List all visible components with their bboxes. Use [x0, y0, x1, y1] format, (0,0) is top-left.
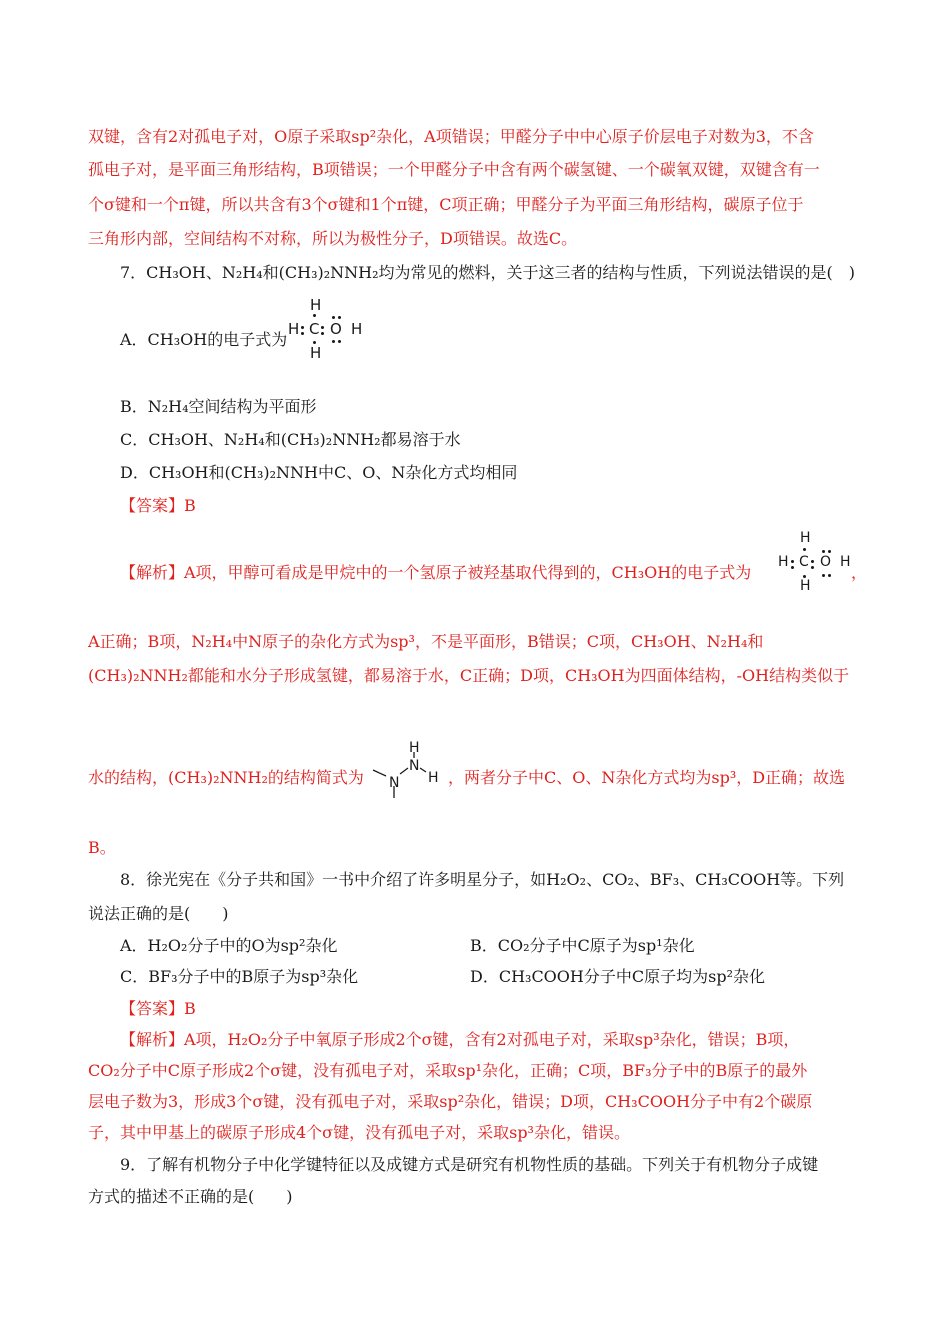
lewis2-c: C: [799, 554, 809, 570]
skeletal-n-left: N: [389, 775, 400, 791]
methanol-lewis-structure: [288, 296, 368, 362]
q7-analysis-line-1: 【解析】A项，甲醇可看成是甲烷中的一个氢原子被羟基取代得到的，CH₃OH的电子式为: [120, 563, 752, 582]
q9-stem-line-2: 方式的描述不正确的是( ): [88, 1187, 293, 1206]
q7-option-d: D．CH₃OH和(CH₃)₂NNH中C、O、N杂化方式均相同: [120, 463, 518, 482]
q7-analysis-line-5: B。: [88, 838, 116, 857]
q7-option-c: C．CH₃OH、N₂H₄和(CH₃)₂NNH₂都易溶于水: [120, 430, 461, 449]
explanation-line-1: 双键，含有2对孤电子对，O原子采取sp²杂化，A项错误；甲醛分子中中心原子价层电子对数为3，不含: [88, 127, 814, 146]
lewis2-h-right: H: [840, 554, 851, 570]
explanation-line-4: 三角形内部，空间结构不对称，所以为极性分子，D项错误。故选C。: [88, 229, 578, 248]
lewis-o: O: [330, 320, 342, 338]
lewis2-h-left: H: [778, 554, 789, 570]
q7-option-b: B．N₂H₄空间结构为平面形: [120, 397, 317, 416]
q8-stem-line-1: 8．徐光宪在《分子共和国》一书中介绍了许多明星分子，如H₂O₂、CO₂、BF₃、CH₃COOH等。下列: [120, 870, 845, 889]
q9-stem-line-1: 9．了解有机物分子中化学键特征以及成键方式是研究有机物性质的基础。下列关于有机物分子成键: [120, 1155, 819, 1174]
q8-analysis-line-2: CO₂分子中C原子形成2个σ键，没有孤电子对，采取sp¹杂化，正确；C项，BF₃分子中的B原子的最外: [88, 1061, 808, 1080]
q7-stem: 7．CH₃OH、N₂H₄和(CH₃)₂NNH₂均为常见的燃料，关于这三者的结构与性质，下列说法错误的是( ): [120, 263, 856, 282]
lewis2-o: O: [820, 554, 832, 570]
q7-analysis-line-4b: ，两者分子中C、O、N杂化方式均为sp³，D正确；故选: [448, 768, 846, 787]
lewis-h-bottom: H: [310, 344, 322, 362]
q7-analysis-line-4a: 水的结构，(CH₃)₂NNH₂的结构简式为: [88, 768, 364, 787]
skeletal-n-right: N: [409, 758, 420, 774]
q7-analysis-comma: ，: [851, 563, 868, 582]
explanation-line-2: 孤电子对，是平面三角形结构，B项错误；一个甲醛分子中含有两个碳氢键、一个碳氧双键，双键含有一: [88, 160, 820, 179]
q7-analysis-line-2: A正确；B项，N₂H₄中N原子的杂化方式为sp³，不是平面形，B错误；C项，CH₃OH、N₂H₄和: [88, 632, 764, 651]
lewis-h-left: H: [288, 320, 300, 338]
q7-analysis-line-3: (CH₃)₂NNH₂都能和水分子形成氢键，都易溶于水，C正确；D项，CH₃OH为四面体结构，-OH结构类似于: [88, 666, 850, 685]
methanol-lewis-structure-2: [778, 530, 858, 596]
q8-option-c: C．BF₃分子中的B原子为sp³杂化: [120, 967, 359, 986]
q8-option-b: B．CO₂分子中C原子为sp¹杂化: [470, 936, 695, 955]
q8-analysis-line-4: 子，其中甲基上的碳原子形成4个σ键，没有孤电子对，采取sp³杂化，错误。: [88, 1123, 630, 1142]
q8-option-d: D．CH₃COOH分子中C原子均为sp²杂化: [470, 967, 765, 986]
q8-stem-line-2: 说法正确的是( ): [88, 904, 229, 923]
dimethylhydrazine-skeletal-structure: [368, 740, 444, 804]
lewis2-h-top: H: [800, 530, 811, 546]
q7-answer: 【答案】B: [120, 496, 196, 515]
lewis-h-right: H: [351, 320, 363, 338]
q8-answer: 【答案】B: [120, 999, 196, 1018]
q8-option-a: A．H₂O₂分子中的O为sp²杂化: [120, 936, 338, 955]
q7-option-a: A．CH₃OH的电子式为: [120, 330, 288, 349]
q8-analysis-line-1: 【解析】A项，H₂O₂分子中氧原子形成2个σ键，含有2对孤电子对，采取sp³杂化，错误；B项，: [120, 1030, 800, 1049]
lewis-h-top: H: [310, 296, 322, 314]
q8-analysis-line-3: 层电子数为3，形成3个σ键，没有孤电子对，采取sp²杂化，错误；D项，CH₃COOH分子中有2个碳原: [88, 1092, 813, 1111]
skeletal-h-right: H: [428, 770, 439, 786]
explanation-line-3: 个σ键和一个π键，所以共含有3个σ键和1个π键，C项正确；甲醛分子为平面三角形结构，碳原子位于: [88, 195, 804, 214]
lewis-c: C: [309, 320, 320, 338]
skeletal-h-top: H: [409, 740, 420, 756]
lewis2-h-bottom: H: [800, 578, 811, 594]
